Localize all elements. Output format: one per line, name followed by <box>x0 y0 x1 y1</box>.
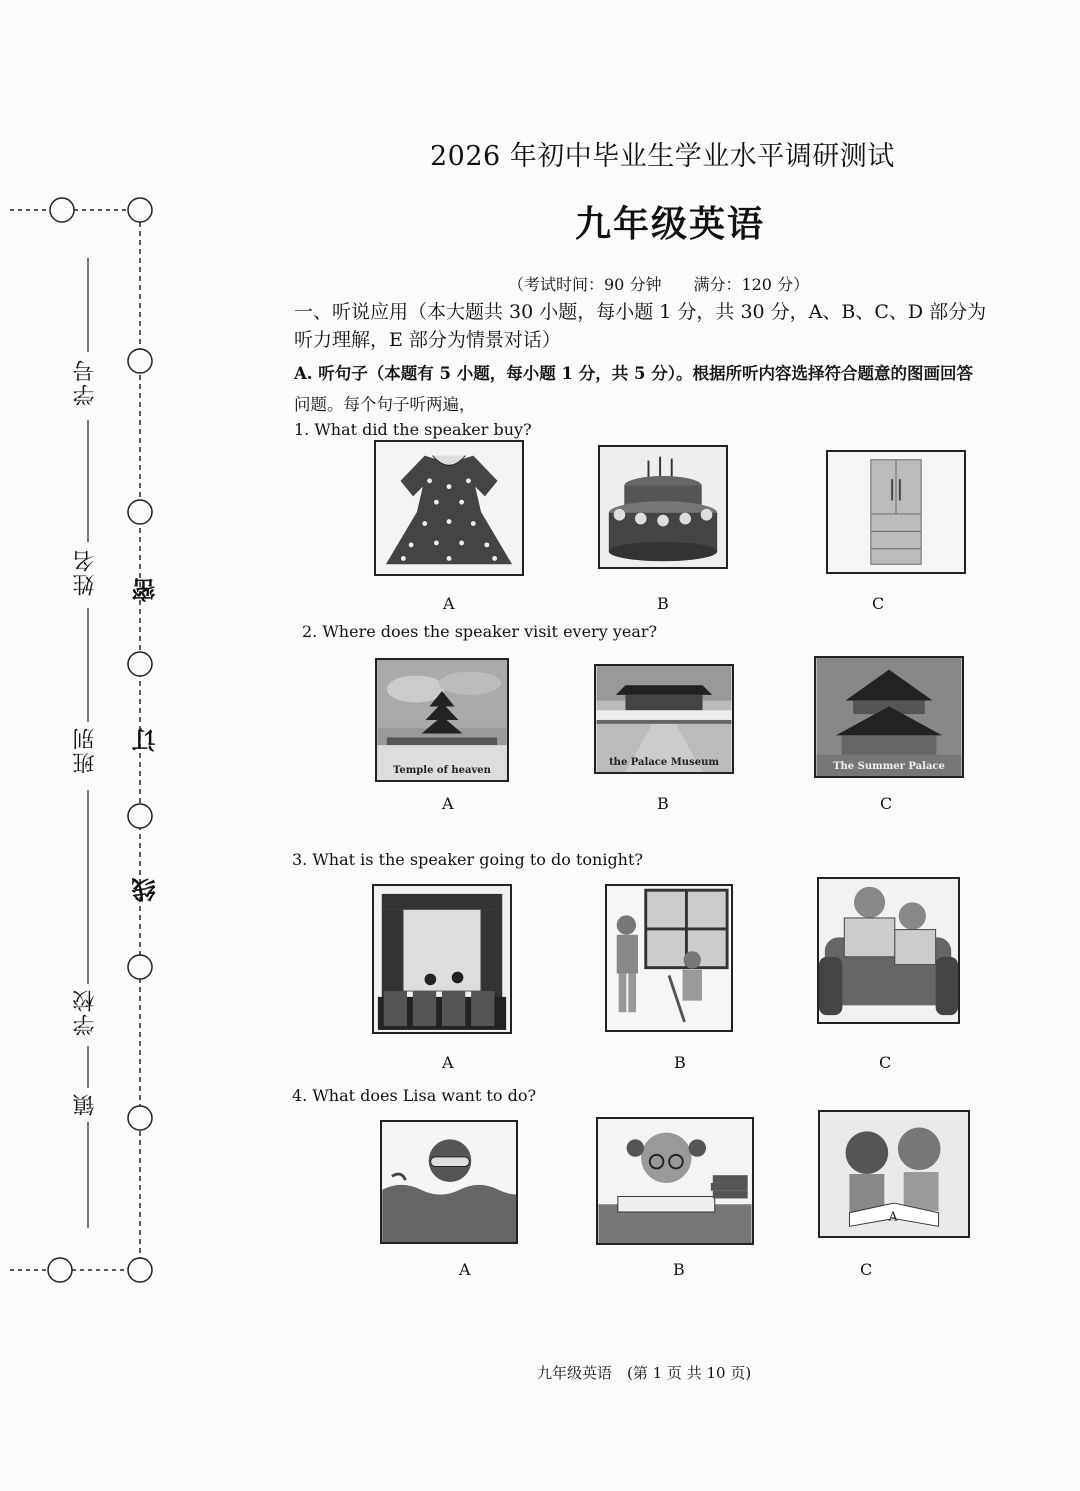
temple-caption: Temple of heaven <box>393 765 491 776</box>
q3-option-b[interactable]: B <box>674 1053 686 1072</box>
svg-text:A: A <box>888 1208 898 1224</box>
exam-info: （考试时间：90 分钟 满分：120 分） <box>508 275 810 294</box>
student-id-label: 学号 <box>73 358 98 406</box>
q4-option-c[interactable]: C <box>860 1260 873 1279</box>
cut-mark-seal: 密 <box>132 578 160 602</box>
question-1-text: 1. What did the speaker buy? <box>294 420 532 439</box>
section-heading-line: 一、听说应用（本大题共 30 小题，每小题 1 分，共 30 分，A、B、C、D 部分为 <box>294 301 987 323</box>
temple-of-heaven-image <box>375 658 509 782</box>
class-label: 班别 <box>73 726 98 774</box>
part-a-line: 问题。每个句子听两遍， <box>294 395 476 414</box>
section-heading <box>294 298 1054 354</box>
summer-palace-image <box>814 656 964 778</box>
reading-together-image <box>818 1110 970 1238</box>
q1-option-c[interactable]: C <box>872 594 885 613</box>
binding-margin <box>0 0 180 1491</box>
summer-palace-caption: The Summer Palace <box>833 761 945 772</box>
school-label: 学校 <box>73 988 98 1036</box>
q3-option-c[interactable]: C <box>879 1053 892 1072</box>
refrigerator-image <box>826 450 966 574</box>
cake-image <box>598 445 728 569</box>
question-3-text: 3. What is the speaker going to do tonight? <box>292 850 643 869</box>
question-4-text: 4. What does Lisa want to do? <box>292 1086 537 1105</box>
q2-option-b[interactable]: B <box>657 794 669 813</box>
q1-option-a[interactable]: A <box>443 594 455 613</box>
theater-image <box>372 884 512 1034</box>
exam-title: 2026 年初中毕业生学业水平调研测试 <box>430 141 895 172</box>
q1-option-b[interactable]: B <box>657 594 669 613</box>
name-label: 姓名 <box>73 548 98 596</box>
part-a-line: A. 听句子（本题有 5 小题，每小题 1 分，共 5 分）。根据所听内容选择符合题意的图画回答 <box>294 364 973 383</box>
question-2-text: 2. Where does the speaker visit every year? <box>302 622 658 641</box>
q2-option-a[interactable]: A <box>442 794 454 813</box>
town-label: 镇 <box>73 1092 98 1116</box>
studying-image <box>596 1117 754 1245</box>
page-footer: 九年级英语 (第 1 页 共 10 页) <box>537 1364 752 1382</box>
q4-option-b[interactable]: B <box>673 1260 685 1279</box>
subject-title: 九年级英语 <box>575 204 766 245</box>
cleaning-window-image <box>605 884 733 1032</box>
dress-image <box>374 440 524 576</box>
palace-caption: the Palace Museum <box>609 757 719 768</box>
q3-option-a[interactable]: A <box>442 1053 454 1072</box>
q4-option-a[interactable]: A <box>459 1260 471 1279</box>
part-a-instructions <box>294 358 1054 420</box>
cut-mark-line: 线 <box>132 878 160 902</box>
cut-mark-bind: 订 <box>132 728 160 752</box>
reading-on-sofa-image <box>817 877 960 1024</box>
swimming-image <box>380 1120 518 1244</box>
q2-option-c[interactable]: C <box>880 794 893 813</box>
palace-museum-image <box>594 664 734 774</box>
section-heading-line: 听力理解，E 部分为情景对话） <box>294 329 561 351</box>
